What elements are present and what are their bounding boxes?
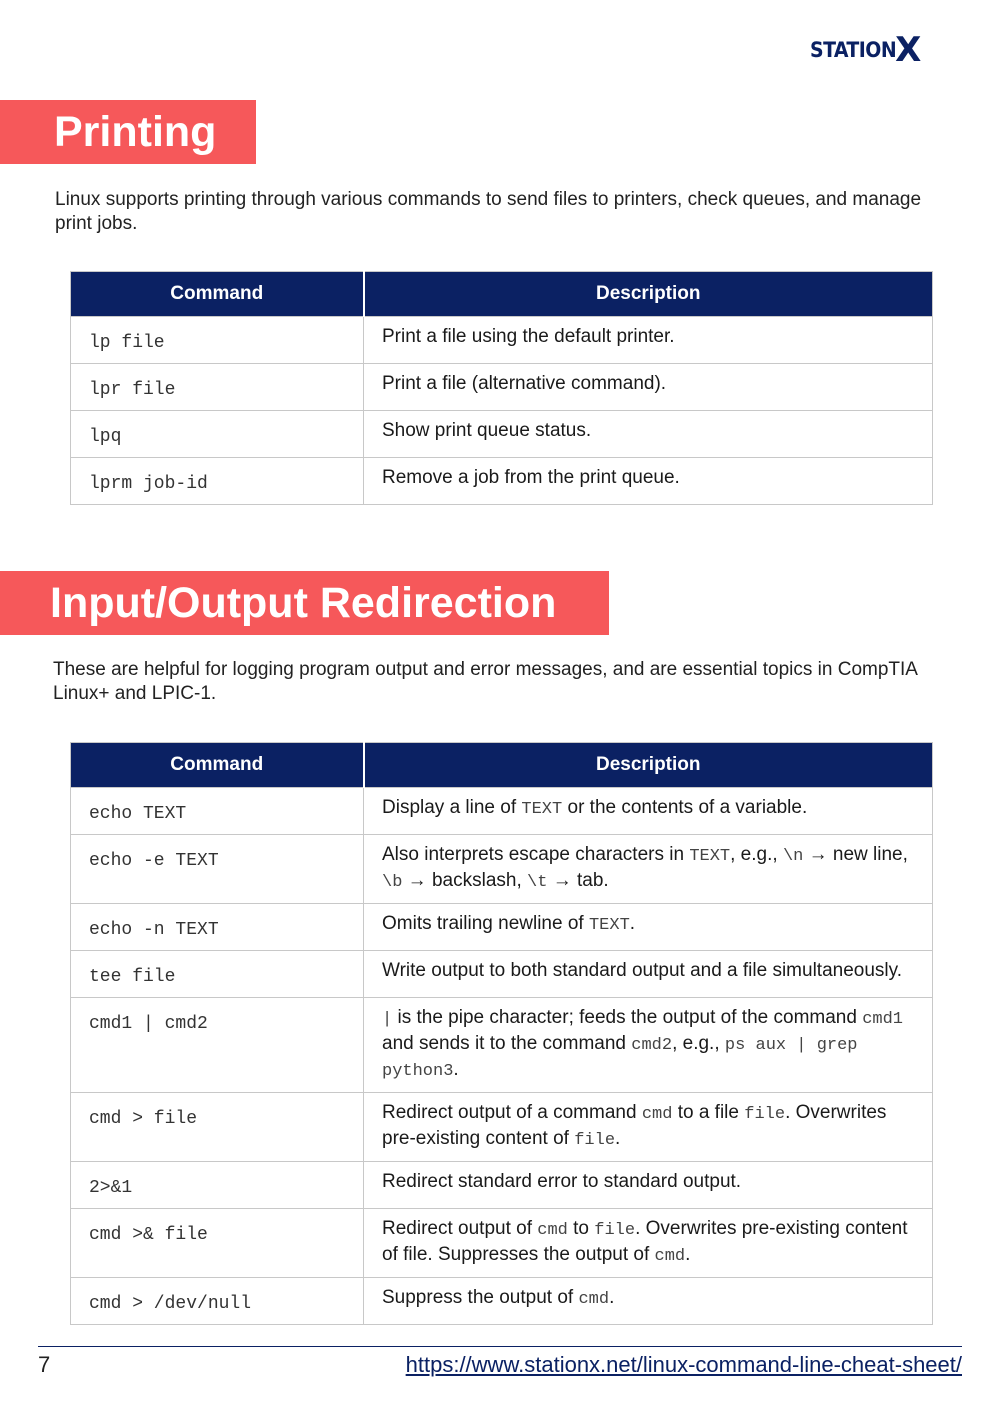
inline-code: cmd1 <box>862 1010 904 1029</box>
description-cell: Remove a job from the print queue. <box>364 458 933 505</box>
inline-code: cmd <box>641 1105 673 1124</box>
table-row <box>71 904 933 951</box>
description-text: is the pipe character; feeds the output of the command <box>392 1007 863 1028</box>
description-text: → backslash, <box>402 870 528 891</box>
description-column-header: Description <box>364 743 933 788</box>
logo-x-letter: X <box>895 30 922 70</box>
inline-code: \t <box>527 873 548 892</box>
inline-code: ps aux | grep python3 <box>382 1036 858 1081</box>
description-cell <box>364 1278 933 1325</box>
description-text: or the contents of a variable. <box>562 797 808 818</box>
io-redirection-command-table <box>70 742 933 1325</box>
description-text: . <box>609 1287 615 1308</box>
description-text: Also interprets escape characters in <box>382 844 690 865</box>
command-cell: lpq <box>71 411 364 458</box>
command-cell: tee file <box>71 951 364 998</box>
printing-section-title: Printing <box>0 100 256 164</box>
command-column-header: Command <box>71 272 364 317</box>
description-cell <box>364 904 933 951</box>
description-text: Suppress the output of <box>382 1287 579 1308</box>
description-text: Write output to both standard output and a file simultaneously. <box>382 960 903 981</box>
command-cell: cmd > /dev/null <box>71 1278 364 1325</box>
inline-code: | <box>382 1010 393 1029</box>
description-cell <box>364 788 933 835</box>
table-header-row <box>71 743 933 788</box>
stationx-logo <box>810 30 962 70</box>
inline-code: file <box>574 1131 616 1150</box>
page-number: 7 <box>38 1352 51 1377</box>
table-row <box>71 1209 933 1278</box>
command-cell: lprm job-id <box>71 458 364 505</box>
description-text: . <box>453 1059 459 1080</box>
description-text: to <box>567 1218 595 1239</box>
inline-code: cmd <box>654 1247 686 1266</box>
table-row <box>71 788 933 835</box>
table-row <box>71 951 933 998</box>
description-text: . Overwrites pre-existing content of <box>382 1102 887 1149</box>
table-row <box>71 998 933 1093</box>
description-text: Redirect output of a command <box>382 1102 642 1123</box>
description-text: Redirect output of <box>382 1218 538 1239</box>
description-text: → new line, <box>803 844 908 865</box>
inline-code: file <box>744 1105 786 1124</box>
table-row <box>71 835 933 904</box>
command-cell: cmd1 | cmd2 <box>71 998 364 1093</box>
logo-text: STATION <box>810 38 897 62</box>
description-cell <box>364 1209 933 1278</box>
description-text: Display a line of <box>382 797 522 818</box>
description-text: and sends it to the command <box>382 1033 632 1054</box>
table-row <box>71 1278 933 1325</box>
table-row <box>71 1093 933 1162</box>
footer-url-link[interactable]: https://www.stationx.net/linux-command-line-cheat-sheet/ <box>405 1352 962 1377</box>
description-text: . <box>615 1128 621 1149</box>
io-redirection-intro: These are helpful for logging program output and error messages, and are essential topics in CompTIA Linux+ and LPIC-1. <box>53 659 917 704</box>
inline-code: \b <box>382 873 403 892</box>
description-cell <box>364 835 933 904</box>
description-text: . Overwrites pre-existing content of file. Suppresses the output of <box>382 1218 908 1265</box>
table-header-row <box>71 272 933 317</box>
command-cell: cmd >& file <box>71 1209 364 1278</box>
command-cell: 2>&1 <box>71 1162 364 1209</box>
description-text: , e.g., <box>672 1033 725 1054</box>
description-cell <box>364 1162 933 1209</box>
io-redirection-section-title: Input/Output Redirection <box>0 571 609 635</box>
description-cell <box>364 998 933 1093</box>
command-cell: cmd > file <box>71 1093 364 1162</box>
inline-code: cmd2 <box>631 1036 673 1055</box>
description-text: . <box>629 913 636 934</box>
command-cell: echo -e TEXT <box>71 835 364 904</box>
command-cell: lpr file <box>71 364 364 411</box>
description-text: Omits trailing newline of <box>382 913 589 934</box>
description-text: , e.g., <box>730 844 783 865</box>
inline-code: TEXT <box>588 916 630 935</box>
inline-code: \n <box>782 847 804 866</box>
description-text: Redirect standard error to standard output. <box>382 1171 742 1192</box>
table-row <box>71 458 933 505</box>
inline-code: TEXT <box>521 800 563 819</box>
printing-command-table <box>70 271 933 505</box>
description-cell: Print a file (alternative command). <box>364 364 933 411</box>
footer-divider <box>38 1346 962 1347</box>
description-text: . <box>685 1244 691 1265</box>
inline-code: cmd <box>537 1221 568 1240</box>
command-cell: echo TEXT <box>71 788 364 835</box>
inline-code: cmd <box>578 1290 610 1309</box>
table-row <box>71 317 933 364</box>
command-column-header: Command <box>71 743 364 788</box>
description-cell: Print a file using the default printer. <box>364 317 933 364</box>
table-row <box>71 364 933 411</box>
description-cell: Show print queue status. <box>364 411 933 458</box>
table-row <box>71 411 933 458</box>
printing-intro: Linux supports printing through various commands to send files to printers, check queues, and manage print jobs. <box>55 189 922 234</box>
table-row <box>71 1162 933 1209</box>
description-cell <box>364 1093 933 1162</box>
description-column-header: Description <box>364 272 933 317</box>
description-text: to a file <box>672 1102 745 1123</box>
description-text: → tab. <box>547 870 609 891</box>
inline-code: TEXT <box>689 847 731 866</box>
command-cell: lp file <box>71 317 364 364</box>
inline-code: file <box>594 1221 636 1240</box>
description-cell <box>364 951 933 998</box>
command-cell: echo -n TEXT <box>71 904 364 951</box>
